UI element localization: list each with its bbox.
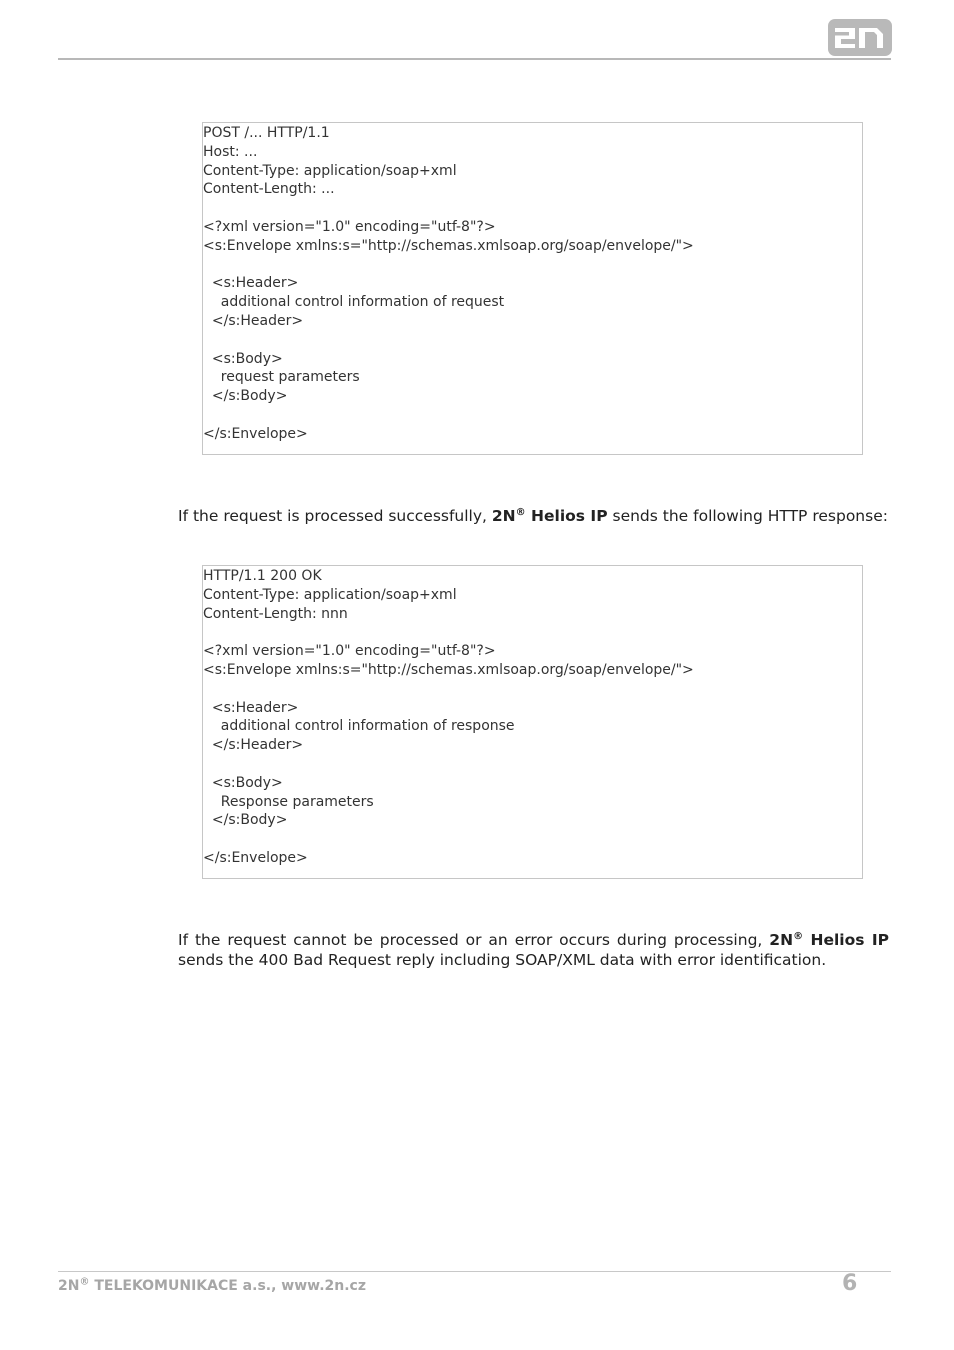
code-line bbox=[203, 331, 862, 350]
code-line: request parameters bbox=[203, 369, 360, 386]
code-line: <s:Header> bbox=[203, 275, 299, 292]
code-line: Content-Type: application/soap+xml bbox=[203, 162, 457, 179]
product-name: Helios IP bbox=[525, 507, 608, 525]
code-line: </s:Body> bbox=[203, 812, 288, 829]
footer-company-text: TELEKOMUNIKACE a.s., www.2n.cz bbox=[89, 1278, 366, 1294]
code-line: Content-Length: nnn bbox=[203, 605, 348, 622]
response-code-block bbox=[202, 565, 863, 879]
brand-logo-mark bbox=[828, 19, 892, 56]
code-line bbox=[203, 830, 862, 849]
code-line: <s:Body> bbox=[203, 774, 283, 791]
code-line: </s:Header> bbox=[203, 312, 304, 329]
code-line: <s:Header> bbox=[203, 699, 299, 716]
brand-2n: 2N bbox=[769, 931, 794, 949]
footer-registered-mark: ® bbox=[79, 1276, 90, 1288]
code-line: Response parameters bbox=[203, 793, 374, 810]
code-line: POST /... HTTP/1.1 bbox=[203, 125, 330, 141]
code-line bbox=[203, 406, 862, 425]
code-line: </s:Header> bbox=[203, 737, 304, 754]
page-number: 6 bbox=[842, 1271, 858, 1296]
registered-mark: ® bbox=[515, 506, 526, 518]
product-name: Helios IP bbox=[803, 931, 890, 949]
code-line bbox=[203, 755, 862, 774]
success-paragraph-text: If the request is processed successfully, bbox=[178, 507, 492, 525]
code-line: additional control information of request bbox=[203, 294, 505, 311]
header-divider bbox=[58, 58, 891, 60]
request-code-block bbox=[202, 122, 863, 455]
code-line: Content-Type: application/soap+xml bbox=[203, 586, 457, 603]
code-line: <?xml version="1.0" encoding="utf-8"?> bbox=[203, 643, 496, 660]
brand-logo bbox=[828, 19, 892, 56]
code-line: </s:Envelope> bbox=[203, 849, 308, 866]
code-line: <s:Envelope xmlns:s="http://schemas.xmlsoap.org/soap/envelope/"> bbox=[203, 661, 694, 678]
brand-name bbox=[769, 931, 889, 949]
code-line: </s:Body> bbox=[203, 388, 288, 405]
success-paragraph-text-end: sends the following HTTP response: bbox=[607, 507, 888, 525]
error-paragraph-text: If the request cannot be processed or an error occurs during processing, bbox=[178, 931, 770, 949]
code-line: Content-Length: ... bbox=[203, 181, 335, 198]
error-paragraph-text-end: sends the 400 Bad Request reply including SOAP/XML data with error identification. bbox=[178, 950, 827, 969]
brand-2n: 2N bbox=[491, 507, 516, 525]
code-line bbox=[203, 623, 862, 642]
code-line: Host: ... bbox=[203, 143, 258, 160]
code-line: additional control information of response bbox=[203, 718, 515, 735]
code-line: <s:Envelope xmlns:s="http://schemas.xmlsoap.org/soap/envelope/"> bbox=[203, 237, 694, 254]
footer-divider bbox=[58, 1271, 891, 1272]
code-line: HTTP/1.1 200 OK bbox=[203, 568, 322, 584]
error-paragraph bbox=[178, 931, 889, 970]
registered-mark: ® bbox=[793, 930, 804, 942]
footer-company bbox=[58, 1278, 366, 1294]
code-line: <s:Body> bbox=[203, 350, 283, 367]
code-line bbox=[203, 256, 862, 275]
footer-brand: 2N bbox=[58, 1278, 80, 1294]
success-paragraph bbox=[178, 507, 889, 527]
code-line bbox=[203, 680, 862, 699]
brand-name bbox=[492, 507, 608, 525]
code-line: </s:Envelope> bbox=[203, 425, 308, 442]
code-line bbox=[203, 199, 862, 218]
code-line: <?xml version="1.0" encoding="utf-8"?> bbox=[203, 218, 496, 235]
